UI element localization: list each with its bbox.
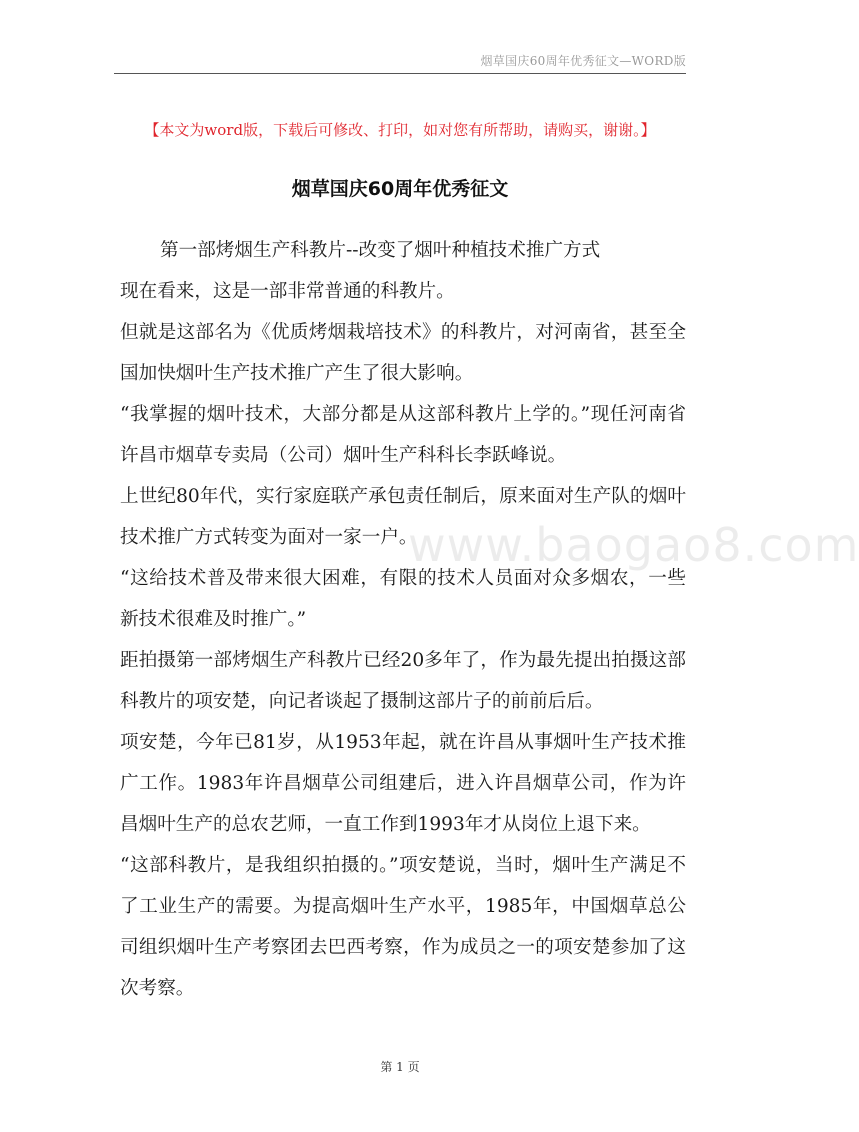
header-divider <box>114 73 686 74</box>
page-number: 第 1 页 <box>380 1060 420 1074</box>
document-title: 烟草国庆60周年优秀征文 <box>291 178 509 200</box>
document-body <box>120 230 686 1009</box>
watermark: www.baogao8.com <box>408 518 859 572</box>
body-paragraph: “这部科教片，是我组织拍摄的。”项安楚说，当时，烟叶生产满足不了工业生产的需要。为提高烟叶生产水平，1985年，中国烟草总公司组织烟叶生产考察团去巴西考察，作为成员之一的项安楚参加了这次考察。 <box>120 855 686 999</box>
body-paragraph: “我掌握的烟叶技术，大部分都是从这部科教片上学的。”现任河南省许昌市烟草专卖局（公司）烟叶生产科科长李跃峰说。 <box>120 404 686 466</box>
body-paragraph: 上世纪80年代，实行家庭联产承包责任制后，原来面对生产队的烟叶技术推广方式转变为面对一家一户。 <box>120 486 686 548</box>
purchase-notice: 【本文为word版，下载后可修改、打印，如对您有所帮助，请购买，谢谢。】 <box>144 121 656 139</box>
running-header: 烟草国庆60周年优秀征文—WORD版 <box>480 54 686 68</box>
body-paragraph: “这给技术普及带来很大困难，有限的技术人员面对众多烟农，一些新技术很难及时推广。” <box>120 568 686 630</box>
body-paragraph: 但就是这部名为《优质烤烟栽培技术》的科教片，对河南省，甚至全国加快烟叶生产技术推广产生了很大影响。 <box>120 322 686 384</box>
body-paragraph: 项安楚，今年已81岁，从1953年起，就在许昌从事烟叶生产技术推广工作。1983年许昌烟草公司组建后，进入许昌烟草公司，作为许昌烟叶生产的总农艺师，一直工作到1993年才从岗位上退下来。 <box>120 732 686 835</box>
subtitle-paragraph: 第一部烤烟生产科教片--改变了烟叶种植技术推广方式 <box>160 240 601 261</box>
body-paragraph: 现在看来，这是一部非常普通的科教片。 <box>120 281 455 302</box>
body-paragraph: 距拍摄第一部烤烟生产科教片已经20多年了，作为最先提出拍摄这部科教片的项安楚，向记者谈起了摄制这部片子的前前后后。 <box>120 650 686 712</box>
